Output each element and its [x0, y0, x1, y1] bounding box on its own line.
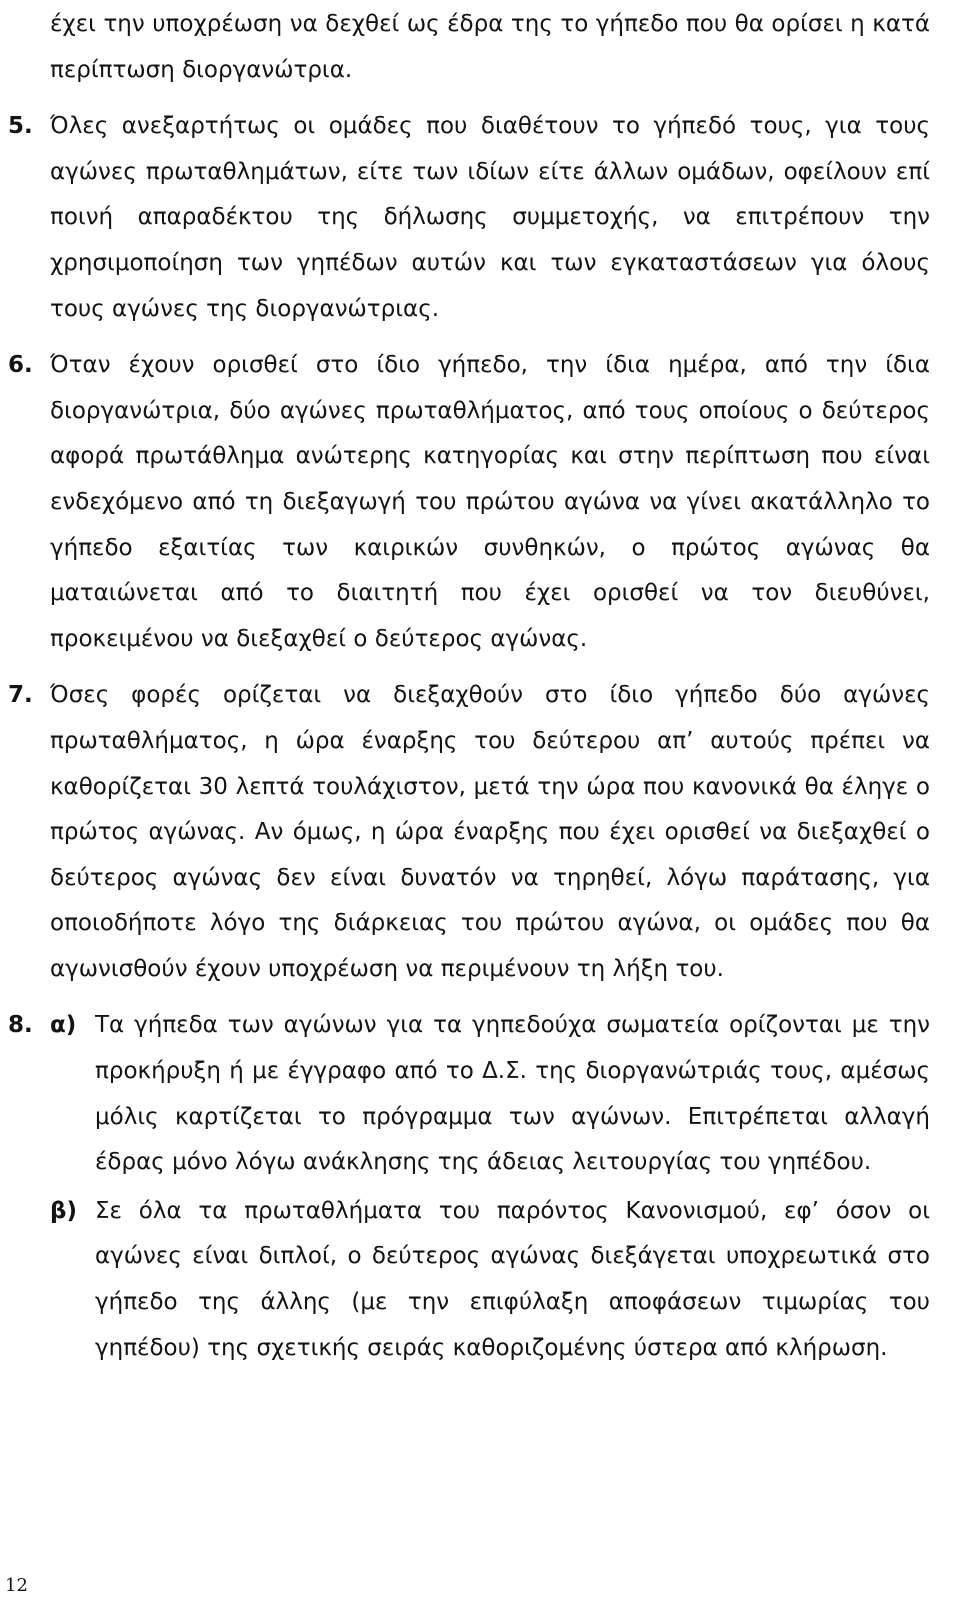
item-8 — [8, 1003, 930, 1371]
item-text: Όσες φορές ορίζεται να διεξαχθούν στο ίδιο γήπεδο δύο αγώνες πρωταθλήματος, η ώρα έναρξης του δεύτερου απ’ αυτούς πρέπει να καθορίζεται 30 λεπτά τουλάχιστον, μετά την ώρα που κανονικά θα έληγε ο πρώτος αγώνας. Αν όμως, η ώρα έναρξης που έχει ορισθεί να διεξαχθεί ο δεύτερος αγώνας δεν είναι δυνατόν να τηρηθεί, λόγω παράτασης, για οποιοδήποτε λόγο της διάρκειας του πρώτου αγώνα, οι ομάδες που θα αγωνισθούν έχουν υποχρέωση να περιμένουν τη λήξη του. — [50, 682, 930, 982]
document-page — [8, 0, 930, 1371]
item-text: Όλες ανεξαρτήτως οι ομάδες που διαθέτουν το γήπεδό τους, για τους αγώνες πρωταθλημάτων, είτε των ιδίων είτε άλλων ομάδων, οφείλουν επί ποινή απαραδέκτου της δήλωσης συμμετοχής, να επιτρέπουν την χρησιμοποίηση των γηπέδων αυτών και των εγκαταστάσεων για όλους τους αγώνες της διοργανώτριας. — [50, 113, 930, 322]
item-text: Όταν έχουν ορισθεί στο ίδιο γήπεδο, την ίδια ημέρα, από την ίδια διοργανώτρια, δύο αγώνες πρωταθλήματος, από τους οποίους ο δεύτερος αφορά πρωτάθλημα ανώτερης κατηγορίας και στην περίπτωση που είναι ενδεχόμενο από τη διεξαγωγή του πρώτου αγώνα να γίνει ακατάλληλο το γήπεδο εξαιτίας των καιρικών συνθηκών, ο πρώτος αγώνας θα ματαιώνεται από το διαιτητή που έχει ορισθεί να τον διευθύνει, προκειμένου να διεξαχθεί ο δεύτερος αγώνας. — [50, 352, 930, 652]
continuation-paragraph: έχει την υποχρέωση να δεχθεί ως έδρα της το γήπεδο που θα ορίσει η κατά περίπτωση διοργανώτρια. — [50, 11, 930, 83]
item-6 — [8, 343, 930, 662]
subitem-text: Τα γήπεδα των αγώνων για τα γηπεδούχα σωματεία ορίζονται με την προκήρυξη ή με έγγραφο από το Δ.Σ. της διοργανώτριάς τους, αμέσως μόλις καρτίζεται το πρόγραμμα των αγώνων. Επιτρέπεται αλλαγή έδρας μόνο λόγω ανάκλησης της άδειας λειτουργίας του γηπέδου. — [95, 1012, 930, 1176]
item-8-subitem-a — [50, 1003, 930, 1185]
page-number: 12 — [5, 1575, 28, 1596]
subitem-text: Σε όλα τα πρωταθλήματα του παρόντος Κανονισμού, εφ’ όσον οι αγώνες είναι διπλοί, ο δεύτερος αγώνας διεξάγεται υποχρεωτικά στο γήπεδο της άλλης (με την επιφύλαξη αποφάσεων τιμωρίας του γηπέδου) της σχετικής σειράς καθοριζομένης ύστερα από κλήρωση. — [95, 1197, 930, 1361]
item-7 — [8, 673, 930, 992]
item-number: 8. — [8, 1012, 33, 1039]
item-number: 6. — [8, 352, 33, 379]
subitem-marker: β) — [50, 1197, 77, 1224]
subitem-marker: α) — [50, 1012, 77, 1039]
item-number: 7. — [8, 682, 33, 709]
item-8-subitem-b — [50, 1189, 930, 1371]
item-5 — [8, 104, 930, 332]
item-number: 5. — [8, 113, 33, 140]
